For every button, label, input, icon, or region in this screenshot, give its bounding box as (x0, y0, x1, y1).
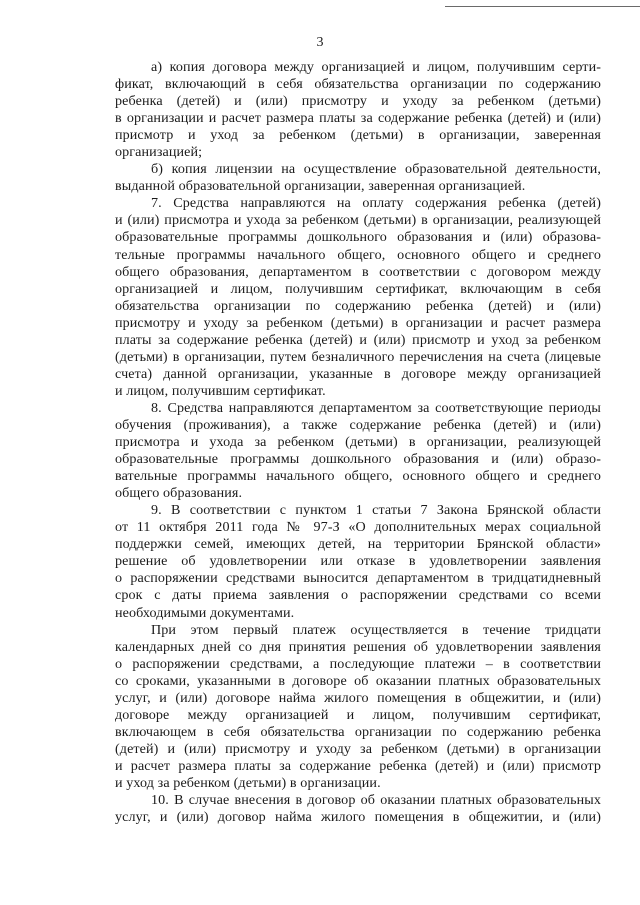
page-number: 3 (316, 35, 324, 50)
text-line: тельные программы начального общего, основного общего и среднего (115, 246, 601, 263)
text-line: о распоряжении средствами выносится департаментом в тридцатидневный (115, 570, 601, 587)
document-body (115, 59, 601, 826)
text-line: необходимыми документами. (115, 604, 295, 621)
text-line: общего образования, департаментом в соответствии с договором между (115, 263, 601, 280)
text-line: ребенка (детей) и (или) присмотру и уходу за ребенком (детьми) (115, 93, 601, 110)
text-line: со сроками, указанными в договоре об оказании платных образовательных (115, 672, 601, 689)
text-line: поддержки семей, имеющих детей, на территории Брянской области» (115, 536, 601, 553)
text-line: (детей) и (или) присмотру и уходу за ребенком (детьми) в организации (115, 740, 601, 757)
text-line: присмотр и уход за ребенком (детьми) в организации, заверенная (115, 127, 601, 144)
text-line: и уход за ребенком (детьми) в организации. (115, 774, 381, 791)
text-line: услуг, и (или) договор найма жилого помещения в общежитии, и (или) (115, 809, 601, 826)
text-line: общего образования. (115, 485, 243, 502)
text-line: 7. Средства направляются на оплату содержания ребенка (детей) (151, 195, 601, 212)
text-line: и (или) присмотра и ухода за ребенком (детьми) в организации, реализующей (115, 212, 601, 229)
text-line: решение об удовлетворении или отказе в удовлетворении заявления (115, 553, 601, 570)
text-line: календарных дней со дня принятия решения об удовлетворении заявления (115, 638, 601, 655)
text-line: вательные программы начального общего, основного общего и среднего (115, 468, 601, 485)
text-line: платы за содержание ребенка (детей) и (или) присмотр и уход за ребенком (115, 331, 601, 348)
text-line: и расчет размера платы за содержание ребенка (детей) и (или) присмотр (115, 757, 601, 774)
text-line: присмотра и ухода за ребенком (детьми) в организации, реализующей (115, 434, 601, 451)
text-line: и лицом, получившим сертификат. (115, 382, 326, 399)
text-line: присмотру и уходу за ребенком (детьми) в организации и расчет размера (115, 314, 601, 331)
text-line: в организации и расчет размера платы за содержание ребенка (детей) и (или) (115, 110, 601, 127)
text-line: от 11 октября 2011 года № 97-З «О дополнительных мерах социальной (115, 519, 601, 536)
text-line: организацией; (115, 144, 203, 161)
text-line: образовательные программы дошкольного образования и (или) образова- (115, 229, 601, 246)
text-line: договоре между организацией и лицом, получившим сертификат, (115, 706, 601, 723)
text-line: а) копия договора между организацией и лицом, получившим серти- (151, 59, 601, 75)
text-line: включающем в себя обязательства организации по содержанию ребенка (115, 723, 601, 740)
text-line: услуг, и (или) договоре найма жилого помещения в общежитии, и (или) (115, 689, 601, 706)
text-line: фикат, включающий в себя обязательства организации по содержанию (115, 76, 601, 93)
text-line: о распоряжении средствами, а последующие платежи – в соответствии (115, 655, 601, 672)
text-line: 10. В случае внесения в договор об оказании платных образовательных (151, 792, 601, 809)
text-line: организацией и лицом, получившим сертификат, включающим в себя (115, 280, 601, 297)
text-line: 9. В соответствии с пунктом 1 статьи 7 Закона Брянской области (151, 502, 601, 519)
text-line: срок с даты приема заявления о распоряжении средствами со всеми (115, 587, 601, 604)
top-rule (445, 6, 640, 7)
text-line: счета) данной организации, указанные в договоре между организацией (115, 365, 601, 382)
text-line: обучения (проживания), а также содержание ребенка (детей) и (или) (115, 416, 601, 433)
text-line: обязательства организации по содержанию ребенка (детей) и (или) (115, 297, 601, 314)
text-line: образовательные программы дошкольного образования и (или) образо- (115, 451, 601, 468)
text-line: 8. Средства направляются департаментом за соответствующие периоды (151, 399, 601, 416)
text-line: При этом первый платеж осуществляется в течение тридцати (151, 621, 601, 638)
text-line: выданной образовательной организации, заверенная организацией. (115, 178, 526, 195)
text-line: б) копия лицензии на осуществление образовательной деятельности, (151, 161, 601, 178)
text-line: (детьми) в организации, путем безналичного перечисления на счета (лицевые (115, 348, 601, 365)
